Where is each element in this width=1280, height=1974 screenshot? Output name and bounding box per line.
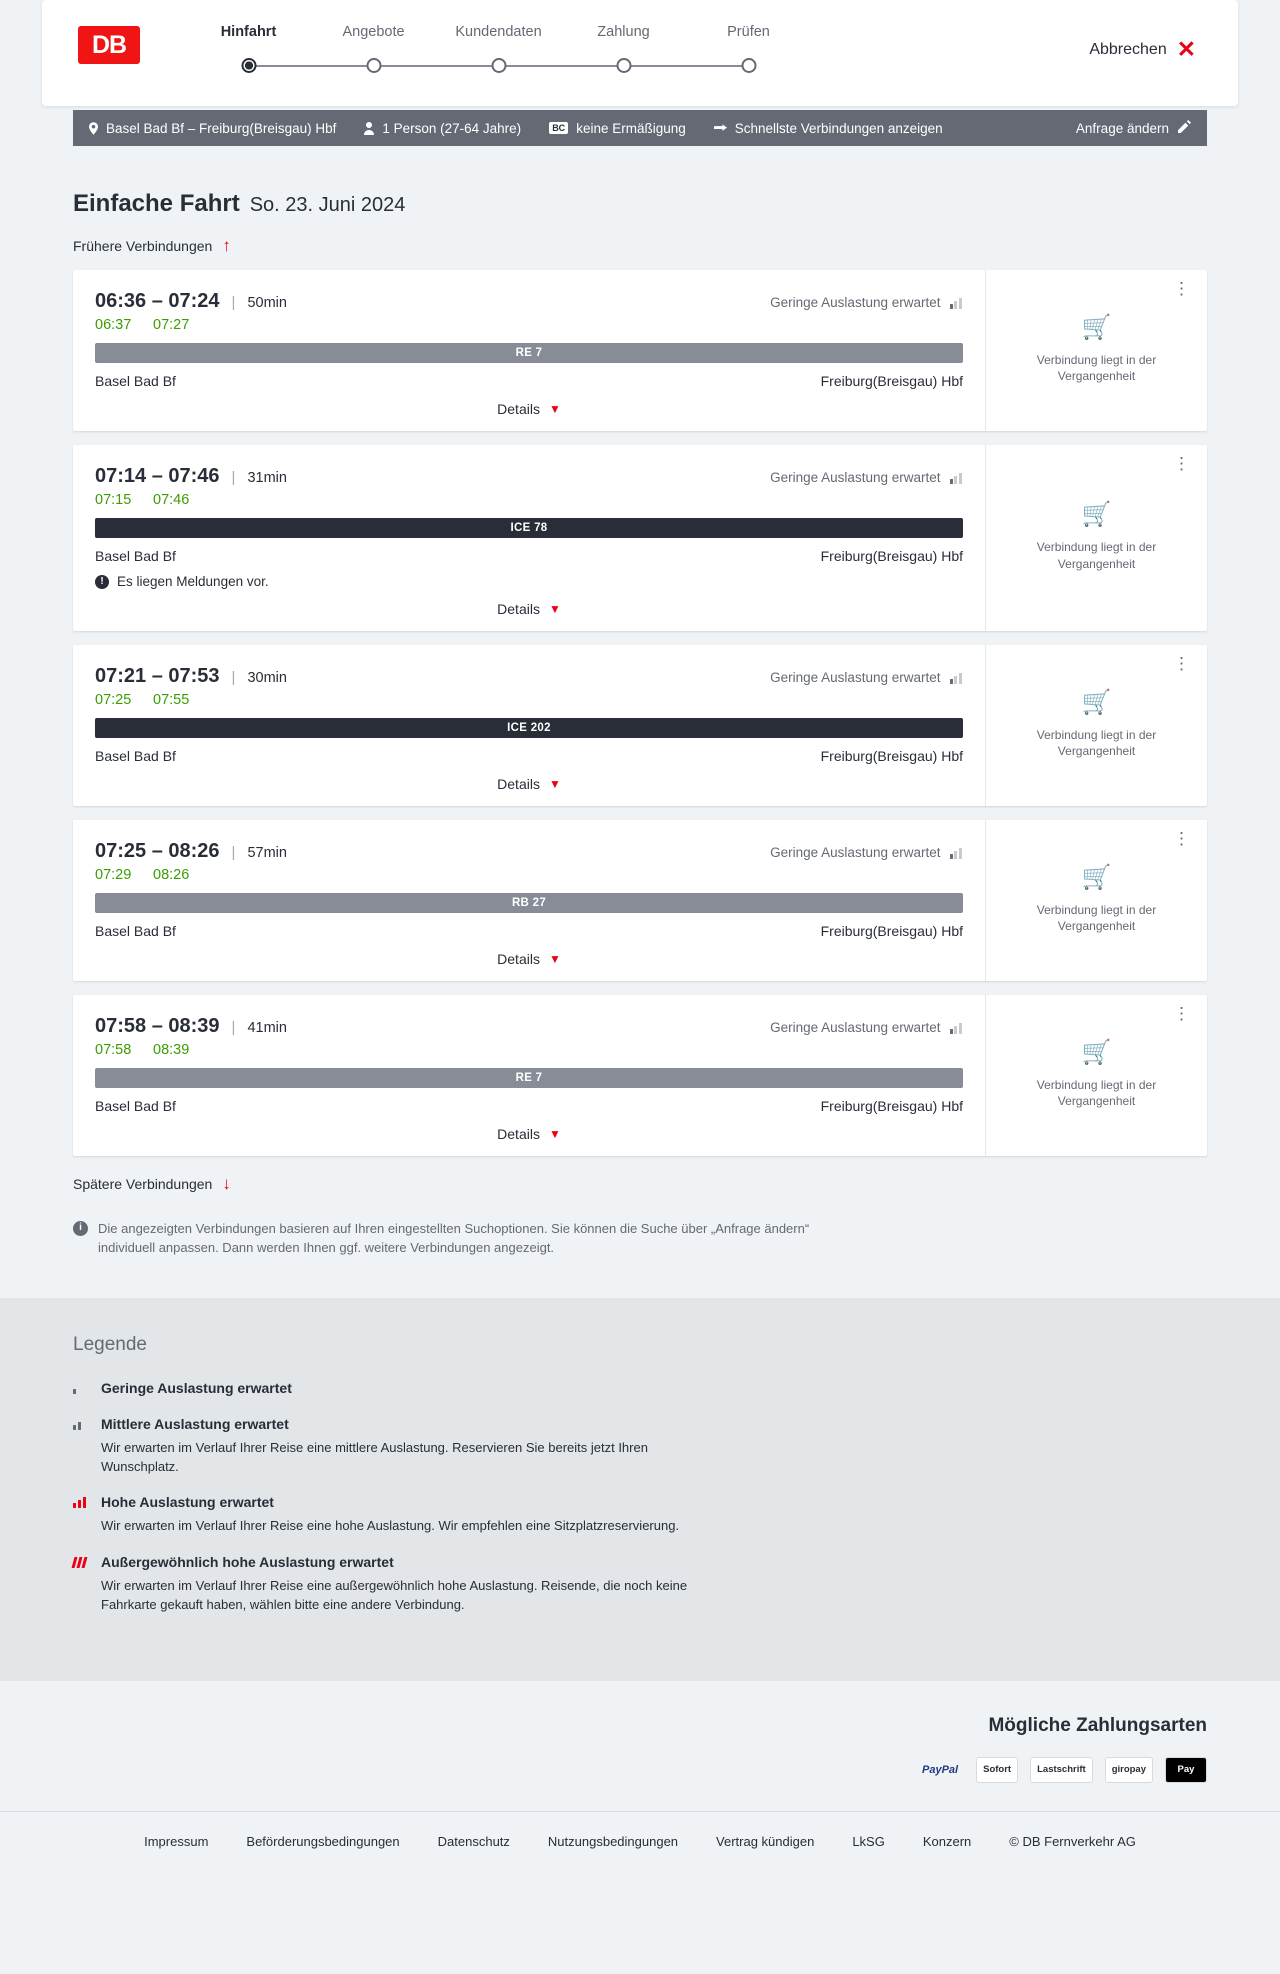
footer-link-impressum[interactable]: Impressum (144, 1833, 209, 1849)
occupancy-indicator (770, 845, 963, 860)
step-dot-icon (616, 58, 631, 73)
lastschrift-icon: Lastschrift (1030, 1757, 1093, 1783)
destination-station: Freiburg(Breisgau) Hbf (820, 923, 963, 939)
payment-methods-section (0, 1681, 1280, 1811)
occupancy-label: Geringe Auslastung erwartet (770, 845, 941, 860)
step-angebote[interactable] (311, 24, 436, 80)
summary-fastest-label: Schnellste Verbindungen anzeigen (734, 120, 943, 136)
station-row (95, 548, 963, 564)
train-bar: RE 7 (95, 343, 963, 363)
footer-link-konzern[interactable]: Konzern (922, 1833, 972, 1849)
summary-discount-label: keine Ermäßigung (576, 120, 686, 136)
origin-station: Basel Bad Bf (95, 923, 176, 939)
past-connection-note: Verbindung liegt in der Vergangenheit (1036, 1077, 1157, 1108)
connection-details (73, 820, 985, 981)
step-pruefen[interactable] (686, 24, 811, 80)
app-header (42, 0, 1238, 106)
legend-item (73, 1380, 1207, 1398)
earlier-connections-button[interactable] (73, 236, 231, 256)
search-summary-bar (73, 110, 1207, 146)
details-label: Details (497, 401, 540, 417)
past-connection-note: Verbindung liegt in der Vergangenheit (1036, 352, 1157, 383)
actual-times (95, 692, 963, 708)
summary-route[interactable] (89, 121, 336, 136)
legend-item (73, 1494, 1207, 1536)
step-label: Prüfen (727, 24, 770, 40)
connection-card[interactable] (73, 645, 1207, 806)
past-connection-note: Verbindung liegt in der Vergangenheit (1036, 727, 1157, 758)
arrival-actual: 07:46 (153, 492, 190, 508)
payment-methods-title: Mögliche Zahlungsarten (988, 1714, 1207, 1736)
occupancy-indicator (770, 470, 963, 485)
connection-booking (985, 995, 1207, 1156)
details-label: Details (497, 776, 540, 792)
giropay-icon: giropay (1105, 1757, 1153, 1783)
separator: | (231, 469, 236, 486)
occupancy-indicator (770, 1020, 963, 1035)
station-row (95, 1098, 963, 1114)
pencil-icon (1178, 120, 1191, 136)
origin-station: Basel Bad Bf (95, 1098, 176, 1114)
step-label: Angebote (342, 24, 405, 40)
step-zahlung[interactable] (561, 24, 686, 80)
departure-actual: 07:58 (95, 1042, 132, 1058)
step-dot-icon (366, 58, 381, 73)
departure-actual: 07:15 (95, 492, 132, 508)
connection-duration: 50min (247, 295, 287, 311)
legend-title: Legende (73, 1333, 147, 1355)
connection-booking (985, 445, 1207, 631)
connection-card[interactable] (73, 445, 1207, 631)
connection-details (73, 645, 985, 806)
connection-duration: 41min (247, 1020, 287, 1036)
payment-icons (73, 1757, 1207, 1783)
connection-booking (985, 270, 1207, 431)
person-icon (364, 122, 374, 135)
more-options-icon[interactable]: ⋮ (1173, 454, 1191, 473)
departure-actual: 07:25 (95, 692, 132, 708)
origin-station: Basel Bad Bf (95, 548, 176, 564)
origin-station: Basel Bad Bf (95, 748, 176, 764)
footer-copyright: © DB Fernverkehr AG (1009, 1833, 1136, 1849)
details-label: Details (497, 601, 540, 617)
alert-icon: ! (95, 575, 109, 589)
page-title: Einfache Fahrt (73, 190, 240, 217)
occupancy-bars-icon (950, 846, 964, 859)
connection-times: 07:58 – 08:39 (95, 1015, 220, 1037)
step-dot-icon (241, 58, 256, 73)
cart-icon: 🛒 (1081, 501, 1112, 529)
past-connection-note: Verbindung liegt in der Vergangenheit (1036, 902, 1157, 933)
occupancy-label: Geringe Auslastung erwartet (770, 670, 941, 685)
more-options-icon[interactable]: ⋮ (1173, 279, 1191, 298)
details-toggle[interactable] (95, 951, 963, 967)
apple-pay-icon: Pay (1165, 1757, 1207, 1783)
connection-card[interactable] (73, 820, 1207, 981)
close-icon: ✕ (1176, 36, 1196, 62)
origin-station: Basel Bad Bf (95, 373, 176, 389)
connection-card[interactable] (73, 270, 1207, 431)
details-label: Details (497, 951, 540, 967)
separator: | (231, 669, 236, 686)
train-bar: RE 7 (95, 1068, 963, 1088)
step-dot-icon (741, 58, 756, 73)
occupancy-label: Geringe Auslastung erwartet (770, 1020, 941, 1035)
search-hint-text: Die angezeigten Verbindungen basieren auf Ihren eingestellten Suchoptionen. Sie können die Suche über „Anfrage ändern“ individuell anpassen. Dann werden Ihnen ggf. weitere Verbindungen angezeigt. (98, 1221, 810, 1255)
actual-times (95, 867, 963, 883)
arrival-actual: 08:39 (153, 1042, 190, 1058)
train-bar: ICE 78 (95, 518, 963, 538)
summary-discount[interactable] (549, 121, 686, 136)
actual-times (95, 317, 963, 333)
station-row (95, 923, 963, 939)
later-connections-button[interactable] (73, 1174, 231, 1194)
destination-station: Freiburg(Breisgau) Hbf (820, 373, 963, 389)
chevron-down-icon: ▼ (548, 777, 561, 791)
edit-search-label: Anfrage ändern (1075, 120, 1169, 136)
separator: | (231, 1019, 236, 1036)
legend-description: Wir erwarten im Verlauf Ihrer Reise eine außergewöhnlich hohe Auslastung. Reisende, die noch keine Fahrkarte gekauft haben, wählen bitte eine andere Verbindung. (101, 1578, 688, 1613)
earlier-connections-label: Frühere Verbindungen (73, 238, 213, 254)
footer-link-datenschutz[interactable]: Datenschutz (437, 1833, 510, 1849)
connection-booking (985, 645, 1207, 806)
occupancy-bars-icon (950, 671, 964, 684)
legend-item (73, 1416, 1207, 1477)
sofort-icon: Sofort (976, 1757, 1018, 1783)
occupancy-bars-icon (950, 471, 964, 484)
destination-station: Freiburg(Breisgau) Hbf (820, 1098, 963, 1114)
destination-station: Freiburg(Breisgau) Hbf (820, 548, 963, 564)
chevron-down-icon: ▼ (548, 602, 561, 616)
actual-times (95, 492, 963, 508)
occupancy-indicator (770, 295, 963, 310)
separator: | (231, 844, 236, 861)
footer-link-vertrag-kuendigen[interactable]: Vertrag kündigen (716, 1833, 815, 1849)
occupancy-low-icon (73, 1380, 101, 1394)
step-kundendaten[interactable] (436, 24, 561, 80)
connection-duration: 57min (247, 845, 287, 861)
step-label: Hinfahrt (220, 24, 277, 40)
results-section (73, 142, 1207, 1258)
details-toggle[interactable] (95, 776, 963, 792)
connection-times: 07:14 – 07:46 (95, 465, 220, 487)
step-dot-icon (491, 58, 506, 73)
db-logo: DB (78, 26, 140, 64)
actual-times (95, 1042, 963, 1058)
summary-fastest[interactable] (714, 121, 943, 136)
footer-link-lksg[interactable]: LkSG (852, 1833, 885, 1849)
station-row (95, 748, 963, 764)
occupancy-label: Geringe Auslastung erwartet (770, 295, 941, 310)
arrow-down-icon: ↓ (222, 1174, 231, 1193)
departure-actual: 07:29 (95, 867, 132, 883)
legend-section (0, 1298, 1280, 1681)
location-pin-icon (89, 122, 98, 135)
more-options-icon[interactable]: ⋮ (1173, 654, 1191, 673)
occupancy-medium-icon (73, 1416, 101, 1430)
connection-card[interactable] (73, 995, 1207, 1156)
filter-icon (714, 123, 727, 134)
destination-station: Freiburg(Breisgau) Hbf (820, 748, 963, 764)
connection-duration: 31min (247, 470, 287, 486)
search-hint (73, 1220, 833, 1258)
separator: | (231, 294, 236, 311)
legend-label: Mittlere Auslastung erwartet (101, 1415, 289, 1432)
legend-description: Wir erwarten im Verlauf Ihrer Reise eine mittlere Auslastung. Reservieren Sie bereits jetzt Ihren Wunschplatz. (101, 1439, 648, 1474)
paypal-icon: PayPal (922, 1763, 959, 1776)
arrow-up-icon: ↑ (222, 236, 231, 255)
train-bar: RB 27 (95, 893, 963, 913)
connection-details (73, 995, 985, 1156)
occupancy-bars-icon (950, 296, 964, 309)
summary-passengers-label: 1 Person (27-64 Jahre) (382, 120, 522, 136)
connection-times: 07:25 – 08:26 (95, 840, 220, 862)
arrival-actual: 08:26 (153, 867, 190, 883)
details-label: Details (497, 1126, 540, 1142)
legend-label: Geringe Auslastung erwartet (101, 1379, 292, 1396)
arrival-actual: 07:27 (153, 317, 190, 333)
legend-label: Außergewöhnlich hohe Auslastung erwartet (101, 1554, 394, 1571)
cart-icon: 🛒 (1081, 313, 1112, 341)
connection-message[interactable] (95, 574, 963, 589)
footer-link-befoerderungsbedingungen[interactable]: Beförderungsbedingungen (246, 1833, 400, 1849)
legend-label: Hohe Auslastung erwartet (101, 1494, 274, 1511)
cancel-label: Abbrechen (1089, 40, 1167, 58)
station-row (95, 373, 963, 389)
connection-duration: 30min (247, 670, 287, 686)
trip-heading (73, 190, 1207, 218)
details-toggle[interactable] (95, 601, 963, 617)
more-options-icon[interactable]: ⋮ (1173, 1004, 1191, 1023)
occupancy-high-icon (73, 1494, 101, 1508)
cart-icon: 🛒 (1081, 688, 1112, 716)
arrival-actual: 07:55 (153, 692, 190, 708)
legend-description: Wir erwarten im Verlauf Ihrer Reise eine hohe Auslastung. Wir empfehlen eine Sitzplatzreservierung. (101, 1518, 680, 1534)
chevron-down-icon: ▼ (548, 952, 561, 966)
departure-actual: 06:37 (95, 317, 132, 333)
more-options-icon[interactable]: ⋮ (1173, 829, 1191, 848)
cancel-button[interactable] (1089, 38, 1196, 61)
connection-times: 06:36 – 07:24 (95, 290, 220, 312)
occupancy-label: Geringe Auslastung erwartet (770, 470, 941, 485)
trip-date: So. 23. Juni 2024 (249, 194, 406, 216)
occupancy-very-high-icon (73, 1554, 101, 1568)
summary-route-label: Basel Bad Bf – Freiburg(Breisgau) Hbf (106, 120, 337, 136)
connection-details (73, 270, 985, 431)
summary-passengers[interactable] (364, 121, 521, 136)
footer-link-nutzungsbedingungen[interactable]: Nutzungsbedingungen (547, 1833, 679, 1849)
occupancy-bars-icon (950, 1021, 964, 1034)
details-toggle[interactable] (95, 401, 963, 417)
bahncard-badge: BC (549, 122, 568, 135)
occupancy-indicator (770, 670, 963, 685)
later-connections-label: Spätere Verbindungen (73, 1176, 213, 1192)
chevron-down-icon: ▼ (548, 402, 561, 416)
past-connection-note: Verbindung liegt in der Vergangenheit (1036, 540, 1157, 571)
step-label: Zahlung (597, 24, 650, 40)
details-toggle[interactable] (95, 1126, 963, 1142)
legend-item (73, 1554, 1207, 1615)
footer (0, 1811, 1280, 1883)
step-hinfahrt[interactable] (186, 24, 311, 80)
connection-message-label: Es liegen Meldungen vor. (117, 574, 269, 589)
info-icon: i (73, 1221, 88, 1236)
connection-details (73, 445, 985, 631)
cart-icon: 🛒 (1081, 863, 1112, 891)
connection-times: 07:21 – 07:53 (95, 665, 220, 687)
connection-booking (985, 820, 1207, 981)
cart-icon: 🛒 (1081, 1038, 1112, 1066)
step-label: Kundendaten (455, 24, 542, 40)
edit-search-button[interactable] (1076, 120, 1191, 136)
chevron-down-icon: ▼ (548, 1127, 561, 1141)
checkout-stepper (186, 24, 1089, 80)
train-bar: ICE 202 (95, 718, 963, 738)
